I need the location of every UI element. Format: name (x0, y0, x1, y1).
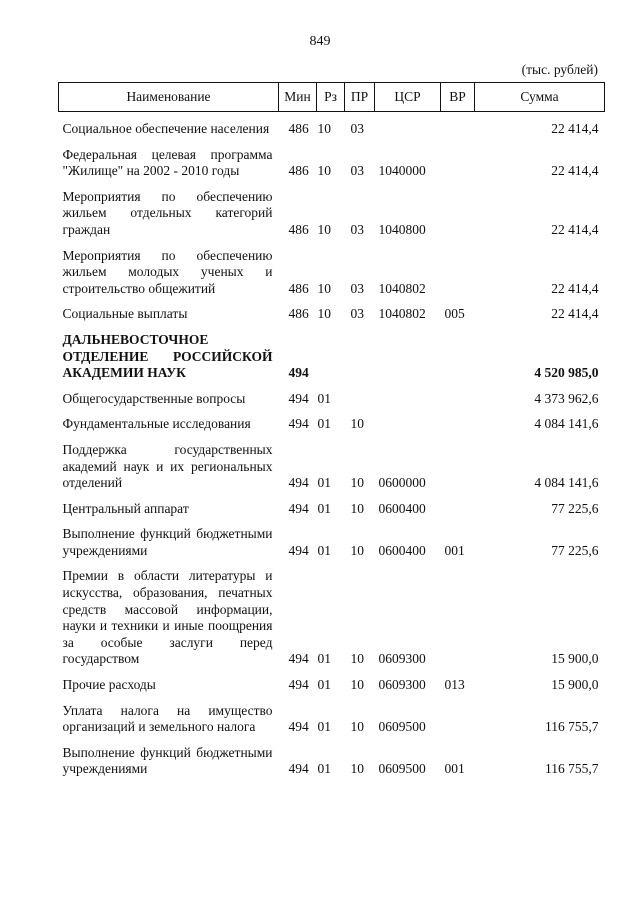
cell-vr (441, 382, 475, 408)
table-row (59, 517, 605, 559)
cell-min: 494 (288, 677, 309, 693)
cell-csr (375, 407, 441, 433)
cell-rz: 01 (317, 677, 331, 693)
cell-min: 486 (288, 306, 309, 322)
cell-pr (345, 382, 375, 408)
cell-rz: 01 (317, 390, 331, 406)
table-row (59, 112, 605, 138)
cell-sum: 4 084 141,6 (534, 416, 599, 432)
cell-csr: 0609500 (378, 719, 426, 735)
cell-sum: 22 414,4 (551, 221, 599, 237)
cell-rz: 01 (317, 500, 331, 516)
cell-pr: 10 (350, 719, 364, 735)
cell-sum: 4 084 141,6 (534, 475, 599, 491)
cell-name: Федеральная целевая программа "Жилище" на 2002 - 2010 годы (62, 146, 273, 179)
cell-pr: 10 (350, 761, 364, 777)
cell-vr: 001 (444, 761, 465, 777)
cell-sum: 77 225,6 (551, 542, 599, 558)
cell-csr: 0600400 (378, 500, 426, 516)
header-rz: Рз (317, 83, 345, 112)
table-header-row (59, 83, 605, 112)
cell-name: Мероприятия по обеспечению жильем молодых ученых и строительство общежитий (62, 247, 273, 296)
cell-pr: 10 (350, 542, 364, 558)
table-row (59, 736, 605, 778)
budget-table (58, 82, 605, 778)
cell-csr: 1040802 (378, 306, 426, 322)
cell-csr: 0609300 (378, 651, 426, 667)
cell-min: 486 (288, 163, 309, 179)
cell-vr (441, 492, 475, 518)
cell-min: 494 (288, 500, 309, 516)
cell-csr: 1040802 (378, 280, 426, 296)
table-row (59, 297, 605, 323)
cell-rz: 01 (317, 719, 331, 735)
cell-min: 494 (288, 651, 309, 667)
cell-vr (441, 323, 475, 382)
cell-name: Выполнение функций бюджетными учреждениями (62, 744, 273, 777)
header-name: Наименование (59, 83, 279, 112)
cell-sum: 15 900,0 (551, 651, 599, 667)
cell-vr (441, 112, 475, 138)
cell-name: Поддержка государственных академий наук и их региональных отделений (62, 441, 273, 491)
cell-pr: 10 (350, 475, 364, 491)
cell-vr (441, 433, 475, 492)
cell-vr (441, 180, 475, 239)
table-row (59, 180, 605, 239)
table-row (59, 138, 605, 180)
cell-sum: 4 520 985,0 (534, 365, 599, 381)
cell-pr: 03 (350, 121, 364, 136)
cell-min: 486 (288, 121, 309, 136)
cell-name: Социальное обеспечение населения (62, 121, 270, 136)
cell-sum: 22 414,4 (551, 280, 599, 296)
cell-pr: 10 (350, 651, 364, 667)
cell-csr (375, 112, 441, 138)
cell-min: 494 (288, 390, 309, 406)
cell-min: 494 (288, 416, 309, 432)
header-csr: ЦСР (375, 83, 441, 112)
cell-sum: 4 373 962,6 (534, 390, 599, 406)
cell-pr: 10 (350, 500, 364, 516)
table-row (59, 239, 605, 298)
cell-pr (345, 323, 375, 382)
table-row (59, 407, 605, 433)
cell-rz: 01 (317, 416, 331, 432)
cell-rz: 01 (317, 542, 331, 558)
cell-name: Центральный аппарат (62, 500, 189, 516)
table-row (59, 492, 605, 518)
cell-min: 494 (288, 542, 309, 558)
cell-pr: 03 (350, 280, 364, 296)
cell-name: ДАЛЬНЕВОСТОЧНОЕ ОТДЕЛЕНИЕ РОССИЙСКОЙ АКАДЕМИИ НАУК (62, 331, 273, 381)
cell-csr: 0609500 (378, 761, 426, 777)
cell-rz (317, 323, 345, 382)
cell-name: Общегосударственные вопросы (62, 390, 246, 406)
cell-vr: 005 (444, 306, 465, 322)
cell-vr (441, 559, 475, 668)
cell-csr: 1040000 (378, 163, 426, 179)
cell-csr: 0600400 (378, 542, 426, 558)
cell-rz: 10 (317, 306, 331, 322)
cell-rz: 01 (317, 651, 331, 667)
cell-rz: 10 (317, 163, 331, 179)
table-row (59, 668, 605, 694)
cell-vr: 001 (444, 542, 465, 558)
cell-csr: 0609300 (378, 677, 426, 693)
unit-note: (тыс. рублей) (521, 62, 598, 77)
cell-csr (375, 323, 441, 382)
cell-vr (441, 407, 475, 433)
cell-rz: 01 (317, 761, 331, 777)
cell-sum: 22 414,4 (551, 121, 599, 136)
cell-pr: 03 (350, 221, 364, 237)
header-vr: ВР (441, 83, 475, 112)
cell-sum: 116 755,7 (545, 761, 599, 777)
cell-min: 494 (288, 719, 309, 735)
cell-csr: 0600000 (378, 475, 426, 491)
table-body (59, 112, 605, 779)
cell-name: Прочие расходы (62, 677, 156, 693)
cell-min: 494 (288, 365, 309, 381)
cell-rz: 10 (317, 221, 331, 237)
cell-csr: 1040800 (378, 221, 426, 237)
cell-sum: 77 225,6 (551, 500, 599, 516)
cell-name: Выполнение функций бюджетными учреждениями (62, 526, 273, 558)
header-pr: ПР (345, 83, 375, 112)
cell-min: 494 (288, 475, 309, 491)
cell-vr (441, 694, 475, 736)
cell-csr (375, 382, 441, 408)
cell-name: Премии в области литературы и искусства, образования, печатных средств массовой информации, науки и техники и иные поощрения за особые заслуги перед государством (62, 568, 273, 667)
header-min: Мин (279, 83, 317, 112)
cell-rz: 10 (317, 121, 331, 136)
cell-vr (441, 239, 475, 298)
cell-vr (441, 138, 475, 180)
page-number: 849 (309, 34, 331, 49)
table-row (59, 323, 605, 382)
cell-sum: 22 414,4 (551, 306, 599, 322)
cell-rz: 10 (317, 280, 331, 296)
cell-name: Фундаментальные исследования (62, 416, 251, 432)
table-row (59, 433, 605, 492)
cell-name: Мероприятия по обеспечению жильем отдельных категорий граждан (62, 188, 273, 237)
cell-name: Уплата налога на имущество организаций и земельного налога (62, 702, 273, 735)
cell-pr: 10 (350, 416, 364, 432)
header-sum: Сумма (475, 83, 605, 112)
cell-min: 486 (288, 280, 309, 296)
cell-sum: 22 414,4 (551, 163, 599, 179)
table-row (59, 559, 605, 668)
table-row (59, 382, 605, 408)
cell-sum: 116 755,7 (545, 719, 599, 735)
cell-name: Социальные выплаты (62, 306, 188, 322)
cell-sum: 15 900,0 (551, 677, 599, 693)
cell-vr: 013 (444, 677, 465, 693)
cell-pr: 03 (350, 163, 364, 179)
cell-pr: 10 (350, 677, 364, 693)
cell-pr: 03 (350, 306, 364, 322)
cell-rz: 01 (317, 475, 331, 491)
cell-min: 494 (288, 761, 309, 777)
cell-min: 486 (288, 221, 309, 237)
table-row (59, 694, 605, 736)
